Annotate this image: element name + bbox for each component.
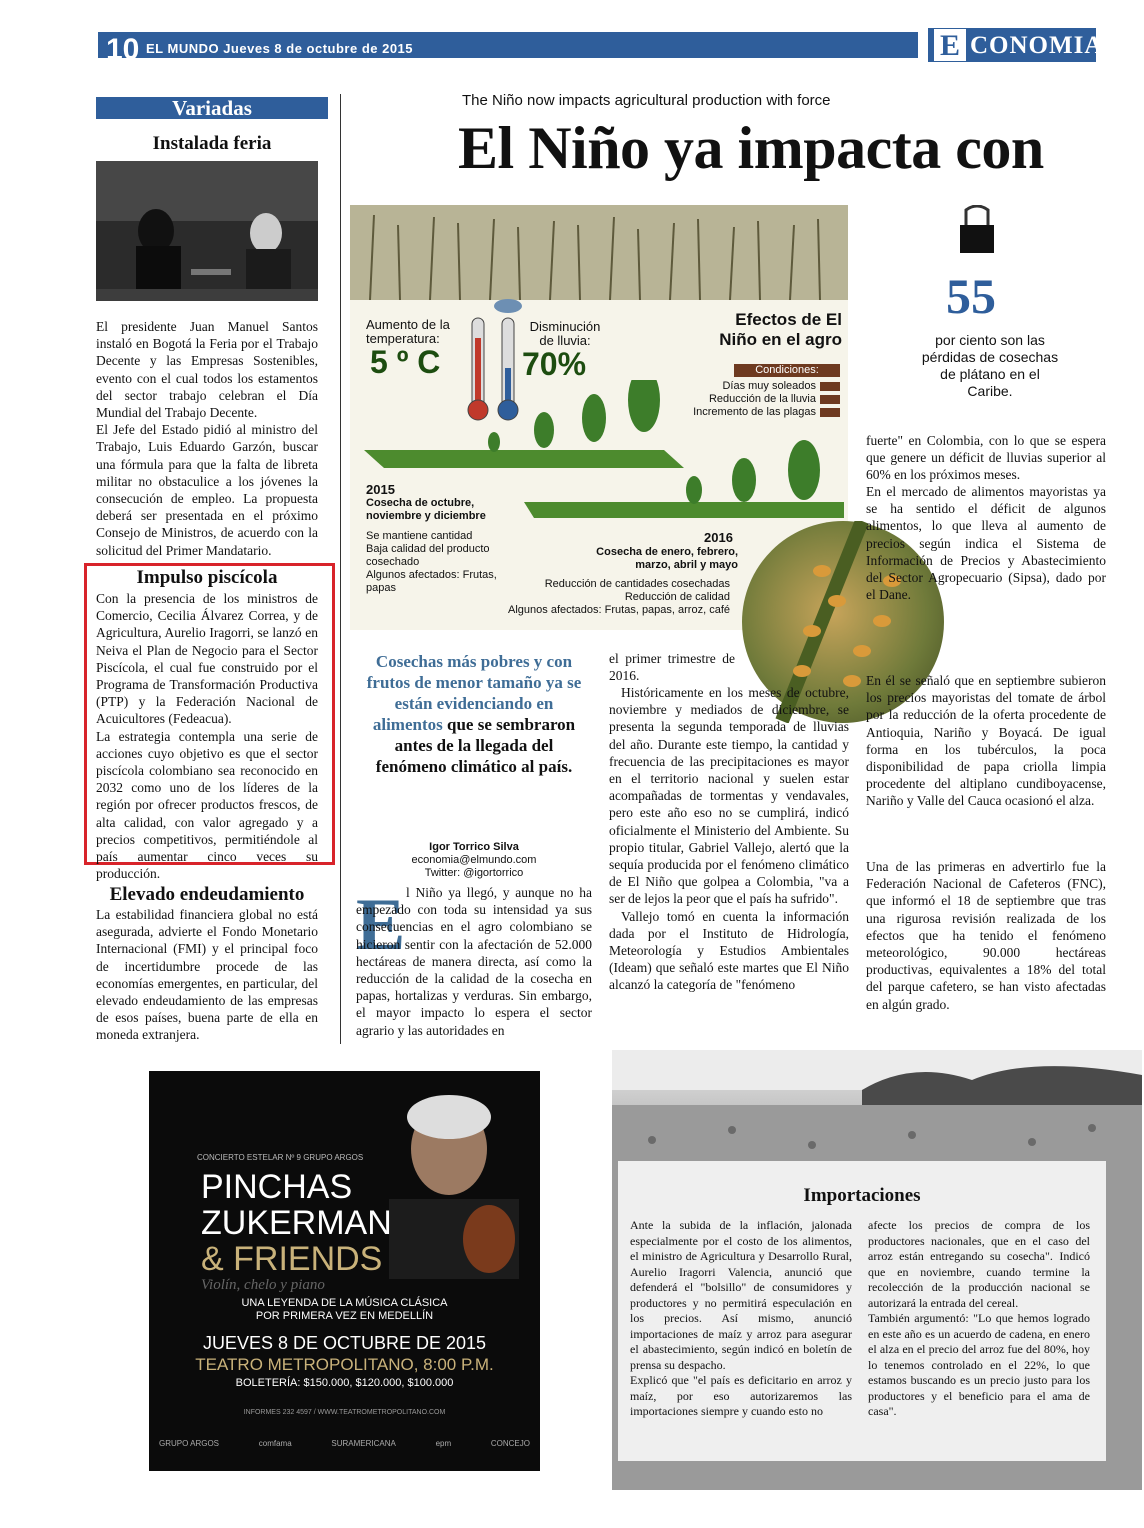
importaciones-paragraph: También argumentó: "Lo que hemos logrado en este año es un acuerdo de cadena, en enero el alza en el precio del arroz fue del 80%, hoy lo tenemos controlado en el 22%, lo que estamos buscando es un precio justo para los productores y el beneficio para el ama de casa". bbox=[868, 1311, 1090, 1418]
article-col1: l Niño ya llegó, y aunque no ha empezado con toda su intensidad ya sus consecuencias en el agro colombiano se hicieron sentir con la afectación de 52.000 hectáreas de manera directa, así como la reducción de la calidad de la cosecha en papas, hortalizas y verduras. Sin embargo, el mayor impacto lo espera el sector agrario y las autoridades en bbox=[356, 885, 592, 1038]
importaciones-paragraph: Ante la subida de la inflación, jalonada especialmente por el costo de los alimentos, el ministro de Agricultura y Desarrollo Rural, Aurelio Iragorri Valencia, anunció que defenderá el "bolsillo" de consumidores y productores y no permitirá especulación en los precios. Así mismo, anunció importaciones de maíz y arroz para asegurar el abastecimiento, según indicó en boletín de prensa su despacho. bbox=[630, 1218, 852, 1372]
pull-quote-rest: que se sembraron antes de la llegada del fenómeno climático al país. bbox=[375, 715, 576, 776]
feria-body bbox=[96, 318, 318, 559]
byline-name: Igor Torrico Silva bbox=[429, 841, 519, 853]
headline: El Niño ya impacta con bbox=[458, 115, 1044, 181]
masthead bbox=[98, 28, 1104, 66]
cornfield-icon bbox=[350, 205, 848, 300]
drop-cap: E bbox=[356, 884, 406, 966]
importaciones-paragraph: Explicó que "el país es deficitario en arroz y maíz, por eso autorizaremos las importaciones siempre y cuando esto no bbox=[630, 1373, 852, 1418]
ad-legend-line: POR PRIMERA VEZ EN MEDELLÍN bbox=[255, 1310, 434, 1322]
article-col3 bbox=[866, 483, 1106, 603]
piscicola-body bbox=[96, 590, 318, 882]
article-col3-mid: En él se señaló que en septiembre subieron los precios mayoristas del tomate de árbol por la reducción de la oferta procedente de Antioquia, Nariño y Boyacá. De igual forma en los tubérculos, la poca disponibilidad de papa criolla limpia procedente del altiplano cundiboyacense, Nariño y Valle del Cauca ocasionó el alza. bbox=[866, 673, 1106, 809]
binder-clip-icon bbox=[958, 205, 996, 255]
byline bbox=[366, 841, 582, 880]
rain-value: 70% bbox=[522, 346, 587, 382]
feria-paragraph-2: El Jefe del Estado pidió al ministro del Trabajo, Luis Eduardo Garzón, buscar una fórmula para que la falta de libreta militar no obstaculice a los jóvenes la consecución de empleo. La propuesta deberá ser presentada en el próximo Consejo de Ministros, de acuerdo con la solicitud del Primer Mandatario. bbox=[96, 422, 318, 558]
ad-top-label: CONCIERTO ESTELAR Nº 9 GRUPO ARGOS bbox=[197, 1153, 364, 1162]
list-item: Reducción de calidad bbox=[624, 591, 730, 603]
section-initial: E bbox=[934, 29, 966, 61]
ad-name-line: & FRIENDS bbox=[201, 1240, 383, 1278]
byline-twitter: Twitter: @igortorrico bbox=[424, 867, 524, 879]
year-2016: 2016 bbox=[704, 530, 733, 545]
ad-name-line: PINCHAS bbox=[201, 1168, 353, 1206]
infographic-title: Efectos de El Niño en el agro bbox=[719, 310, 842, 349]
feria-photo bbox=[96, 161, 318, 301]
piscicola-title: Impulso piscícola bbox=[136, 567, 278, 588]
list-item: Algunos afectados: Frutas, papas bbox=[366, 569, 497, 594]
ad-sponsors bbox=[159, 1439, 530, 1448]
list-item: Baja calidad del producto cosechado bbox=[366, 543, 490, 568]
article-paragraph: Históricamente en los meses de octubre, noviembre y mediados de diciembre, se presenta la segunda temporada de lluvias del año. Durante este tiempo, la cantidad y frecuencia de las precipitaciones es mayor en el territorio nacional y suelen estar acompañadas de tormentas y vendavales, pero este año eso no se cumplirá, indicó oficialmente el Ministerio del Ambiente. Su propio titular, Gabriel Vallejo, alertó que la sequía producida por el fenómeno climático de El Niño que golpea a Colombia, "va a ser de lejos la peor que el país ha sufrido". bbox=[609, 685, 849, 907]
ad-legend-line: UNA LEYENDA DE LA MÚSICA CLÁSICA bbox=[241, 1297, 448, 1309]
ad-name-line: ZUKERMAN bbox=[201, 1204, 392, 1242]
importaciones-paragraph: afecte los precios de compra de los productores nacionales, que en el caso del arroz están entregando su cosecha". Indicó que en noviembre, cuando termine la recolección de la producción nacional se autorizará la entrada del cereal. bbox=[868, 1218, 1090, 1310]
english-subtitle: The Niño now impacts agricultural production with force bbox=[462, 92, 831, 109]
article-paragraph: En el mercado de alimentos mayoristas ya se ha sentido el déficit de algunos alimentos, lo que lleva al aumento de precios según indica el Sistema de Información de Precios y Abastecimiento del Sector Agropecuario (Sipsa), dado por el Dane. bbox=[866, 484, 1106, 603]
variadas-header: Variadas bbox=[96, 97, 328, 119]
pull-quote bbox=[366, 651, 582, 777]
section-name: CONOMIA bbox=[970, 32, 1104, 59]
feria-title: Instalada feria bbox=[152, 133, 272, 154]
ad-footer: INFORMES 232 4597 / WWW.TEATROMETROPOLITANO.COM bbox=[243, 1409, 446, 1416]
column-divider bbox=[340, 94, 341, 1044]
ad-instruments: Violín, chelo y piano bbox=[201, 1277, 325, 1293]
violinist-portrait-icon bbox=[379, 1089, 529, 1279]
stage-photo-icon bbox=[96, 161, 318, 301]
piscicola-paragraph: Con la presencia de los ministros de Comercio, Cecilia Álvarez Correa, y de Agricultura, Aurelio Iragorri, se lanzó en Neiva el Plan de Negocio para el Sector Piscícola, el cual fue construido por el Programa de Transformación Productiva (PTP) y la Federación Nacional de Acuicultores (Fedeacua). bbox=[96, 591, 318, 727]
pull-quote-highlight: Cosechas más pobres y con frutos de menor tamaño ya se están evidenciando en alimentos bbox=[366, 652, 582, 734]
harvest-2015: Cosecha de octubre, noviembre y diciembre bbox=[366, 497, 486, 522]
concert-ad bbox=[149, 1071, 540, 1471]
byline-email: economia@elmundo.com bbox=[411, 854, 537, 866]
condition-item: Días muy soleados bbox=[722, 380, 816, 392]
sponsor-logo: epm bbox=[435, 1439, 452, 1448]
stat-note: por ciento son las pérdidas de cosechas de plátano en el Caribe. bbox=[921, 332, 1059, 399]
article-col3-top: fuerte" en Colombia, con lo que se espera que genere un déficit de lluvias superior al 60% en los próximos meses. bbox=[866, 433, 1106, 483]
sponsor-logo: comfama bbox=[258, 1439, 292, 1448]
ad-legend bbox=[149, 1297, 540, 1323]
harvest-2016: Cosecha de enero, febrero, marzo, abril y mayo bbox=[596, 546, 738, 571]
endeudamiento-body: La estabilidad financiera global no está asegurada, advierte el Fondo Monetario Internacional (FMI) y el principal foco de incertidumbre procede de las economías emergentes, en particular, del elevado endeudamiento de las empresas de esos países, buena parte de ella en moneda extranjera. bbox=[96, 907, 318, 1043]
sponsor-logo: SURAMERICANA bbox=[331, 1439, 396, 1448]
paper-info: EL MUNDO Jueves 8 de octubre de 2015 bbox=[146, 41, 414, 56]
conditions-header: Condiciones: bbox=[734, 364, 840, 377]
importaciones-right bbox=[868, 1218, 1090, 1420]
condition-item: Reducción de la lluvia bbox=[708, 393, 816, 405]
temp-value: 5 º C bbox=[370, 344, 441, 380]
temp-label: Aumento de la temperatura: bbox=[366, 317, 450, 346]
ad-date: JUEVES 8 DE OCTUBRE DE 2015 bbox=[202, 1333, 487, 1353]
piscicola-paragraph-2: La estrategia contempla una serie de acciones cuyo objetivo es que el sector piscícola colombiano sea reconocido en 2032 como uno de los líderes de la región por ofrecer productos frescos, de alta calidad, con valor agregado y a precios competitivos, permitiéndole al país aumentar cinco veces su producción. bbox=[96, 728, 318, 882]
stat-value: 55 bbox=[946, 268, 996, 324]
year-2015: 2015 bbox=[366, 482, 395, 497]
ad-name bbox=[201, 1169, 392, 1277]
article-col2 bbox=[609, 684, 849, 994]
list-item: Se mantiene cantidad bbox=[366, 530, 473, 542]
article-paragraph: Vallejo tomó en cuenta la información dada por el Instituto de Hidrología, Meteorología y Estudios Ambientales (Ideam) que señaló este martes que El Niño alcanzó la categoría de "fenómeno bbox=[609, 908, 849, 993]
list-item: Reducción de cantidades cosechadas bbox=[544, 578, 730, 590]
article-col2-top: el primer trimestre de 2016. bbox=[609, 651, 735, 684]
rain-label: Disminución de lluvia: bbox=[529, 319, 601, 348]
ad-venue: TEATRO METROPOLITANO, 8:00 P.M. bbox=[195, 1355, 494, 1374]
endeudamiento-title: Elevado endeudamiento bbox=[109, 884, 305, 905]
list-item: Algunos afectados: Frutas, papas, arroz, café bbox=[508, 604, 730, 616]
page-number: 10 bbox=[106, 33, 140, 66]
ad-prices: BOLETERÍA: $150.000, $120.000, $100.000 bbox=[235, 1377, 454, 1389]
masthead-bar bbox=[98, 32, 918, 66]
article-col3-bottom: Una de las primeras en advertirlo fue la Federación Nacional de Cafeteros (FNC), que informó el 18 de septiembre que tras una rigurosa revisión realizada de los efectos que ha tenido el fenómeno meteorológico, 90.000 hectáreas productivas, equivalentes a 18% del total del parque cafetero, se han visto afectadas en algún grado. bbox=[866, 859, 1106, 1012]
sponsor-logo: GRUPO ARGOS bbox=[159, 1439, 220, 1448]
section-badge bbox=[928, 28, 1104, 62]
feria-paragraph: El presidente Juan Manuel Santos instaló en Bogotá la Feria por el Trabajo Decente y las Empresas Sostenibles, evento con el cual todos los estamentos del sector trabajo celebran el Día Mundial del Trabajo Decente. bbox=[96, 319, 318, 421]
cornfield-image bbox=[350, 205, 848, 300]
importaciones-title: Importaciones bbox=[803, 1185, 921, 1206]
condition-item: Incremento de las plagas bbox=[693, 406, 816, 418]
importaciones-left bbox=[630, 1218, 852, 1420]
list-2016 bbox=[480, 578, 730, 617]
sponsor-logo: CONCEJO bbox=[490, 1439, 530, 1448]
